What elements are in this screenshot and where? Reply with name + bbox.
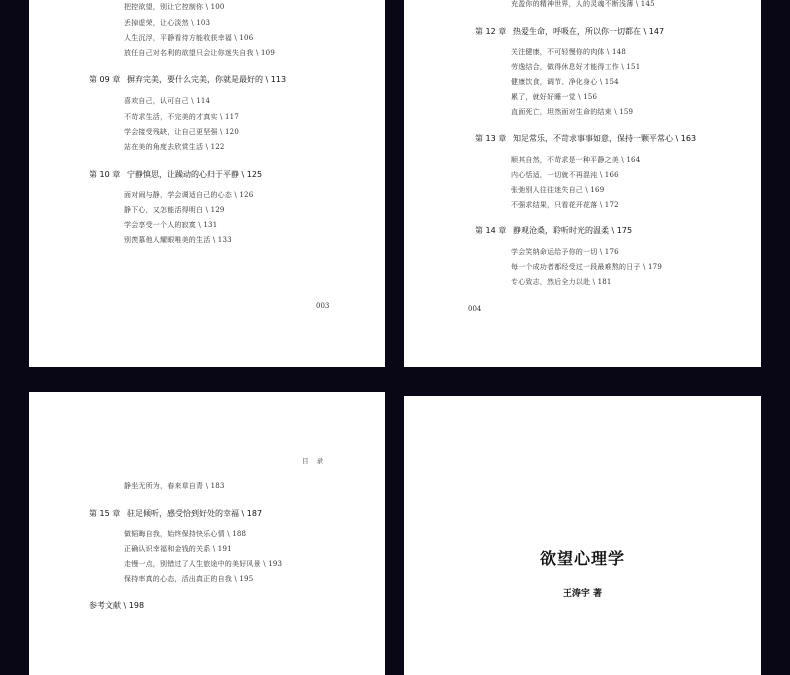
toc-entry: 直面死亡，坦然面对生命的结束 \ 159 — [511, 108, 634, 116]
running-header: 目 录 — [302, 457, 327, 465]
toc-entry: 学会享受一个人的寂寞 \ 131 — [124, 221, 218, 229]
toc-entry: 不苛求生活，不完美的才真实 \ 117 — [124, 113, 239, 121]
toc-entry: 把控欲望，别让它控制你 \ 100 — [124, 3, 225, 11]
chapter-number: 第 14 章 — [475, 226, 507, 235]
toc-entry: 做韬晦自我，始终保持快乐心情 \ 188 — [124, 530, 247, 538]
toc-entry: 内心恬适，一切就不再混沌 \ 166 — [511, 171, 619, 179]
toc-entry: 喜欢自己，认可自己 \ 114 — [124, 97, 211, 105]
toc-entry: 学会笑纳命运给予你的一切 \ 176 — [511, 248, 619, 256]
toc-entry: 别羡慕他人耀眼唯美的生活 \ 133 — [124, 236, 232, 244]
page-number: 004 — [468, 305, 482, 313]
toc-entry: 健康饮食，调节、净化身心 \ 154 — [511, 78, 619, 86]
chapter-title: 热爱生命，呼吸在，所以你一切都在 \ 147 — [513, 27, 665, 36]
chapter-title: 驻足倾听，感受恰到好处的幸福 \ 187 — [127, 509, 263, 518]
chapter-number: 第 10 章 — [89, 170, 121, 179]
toc-entry: 走慢一点，别错过了人生旅途中的美好风景 \ 193 — [124, 560, 283, 568]
toc-entry: 站在美的角度去欣赏生活 \ 122 — [124, 143, 225, 151]
chapter-title: 静观沧桑，聆听时光的温柔 \ 175 — [513, 226, 633, 235]
toc-entry: 面对闹与静，学会调适自己的心态 \ 126 — [124, 191, 254, 199]
toc-entry: 学会接受残缺，让自己更坚强 \ 120 — [124, 128, 239, 136]
chapter-number: 第 09 章 — [89, 75, 121, 84]
toc-entry: 静下心，又怎能活得明白 \ 129 — [124, 206, 225, 214]
toc-entry: 关注健康，不可轻慢你的肉体 \ 148 — [511, 48, 626, 56]
chapter-heading — [89, 169, 262, 180]
toc-entry: 正确认识幸福和金钱的关系 \ 191 — [124, 545, 232, 553]
toc-page-last — [29, 392, 385, 675]
toc-entry: 不强求结果，只看花开花落 \ 172 — [511, 201, 619, 209]
chapter-heading — [89, 508, 262, 519]
chapter-number: 第 12 章 — [475, 27, 507, 36]
toc-entry: 顺其自然，不苛求是一种平静之美 \ 164 — [511, 156, 641, 164]
toc-entry: 丢掉虚荣，让心淡然 \ 103 — [124, 19, 211, 27]
toc-entry: 劳逸结合，做得休息好才能得工作 \ 151 — [511, 63, 641, 71]
book-author: 王涛宇 著 — [562, 589, 603, 599]
toc-entry: 张弛别人往往迷失自己 \ 169 — [511, 186, 605, 194]
toc-entry: 放任自己对名利的欲望只会让你迷失自我 \ 109 — [124, 49, 275, 57]
toc-page-004 — [404, 0, 761, 367]
title-page — [404, 396, 761, 675]
toc-entry: 保持率真的心态，活出真正的自我 \ 195 — [124, 575, 254, 583]
toc-page-003 — [29, 0, 385, 367]
toc-entry: 静坐无所为，春来草自青 \ 183 — [124, 482, 225, 490]
toc-entry: 专心致志，然后全力以赴 \ 181 — [511, 278, 612, 286]
chapter-heading — [89, 74, 286, 85]
toc-entry: 每一个成功者都经受过一段最难熬的日子 \ 179 — [511, 263, 662, 271]
chapter-heading — [475, 225, 632, 236]
chapter-title: 摒弃完美，要什么完美，你就是最好的 \ 113 — [127, 75, 287, 84]
chapter-number: 第 13 章 — [475, 134, 507, 143]
chapter-number: 第 15 章 — [89, 509, 121, 518]
chapter-heading — [475, 26, 664, 37]
page-number: 003 — [316, 302, 330, 310]
chapter-title: 宁静慎思，让躁动的心归于平静 \ 125 — [127, 170, 263, 179]
book-title: 欲望心理学 — [539, 549, 625, 568]
toc-entry: 累了，就好好睡一觉 \ 156 — [511, 93, 598, 101]
toc-entry: 人生沉浮，平静看待方能收获幸福 \ 106 — [124, 34, 254, 42]
chapter-heading — [475, 133, 696, 144]
bibliography-entry: 参考文献 \ 198 — [89, 601, 145, 610]
chapter-title: 知足常乐，不苛求事事如意，保持一颗平常心 \ 163 — [513, 134, 697, 143]
toc-entry: 充盈你的精神世界，人的灵魂不断浅薄 \ 145 — [511, 0, 655, 8]
